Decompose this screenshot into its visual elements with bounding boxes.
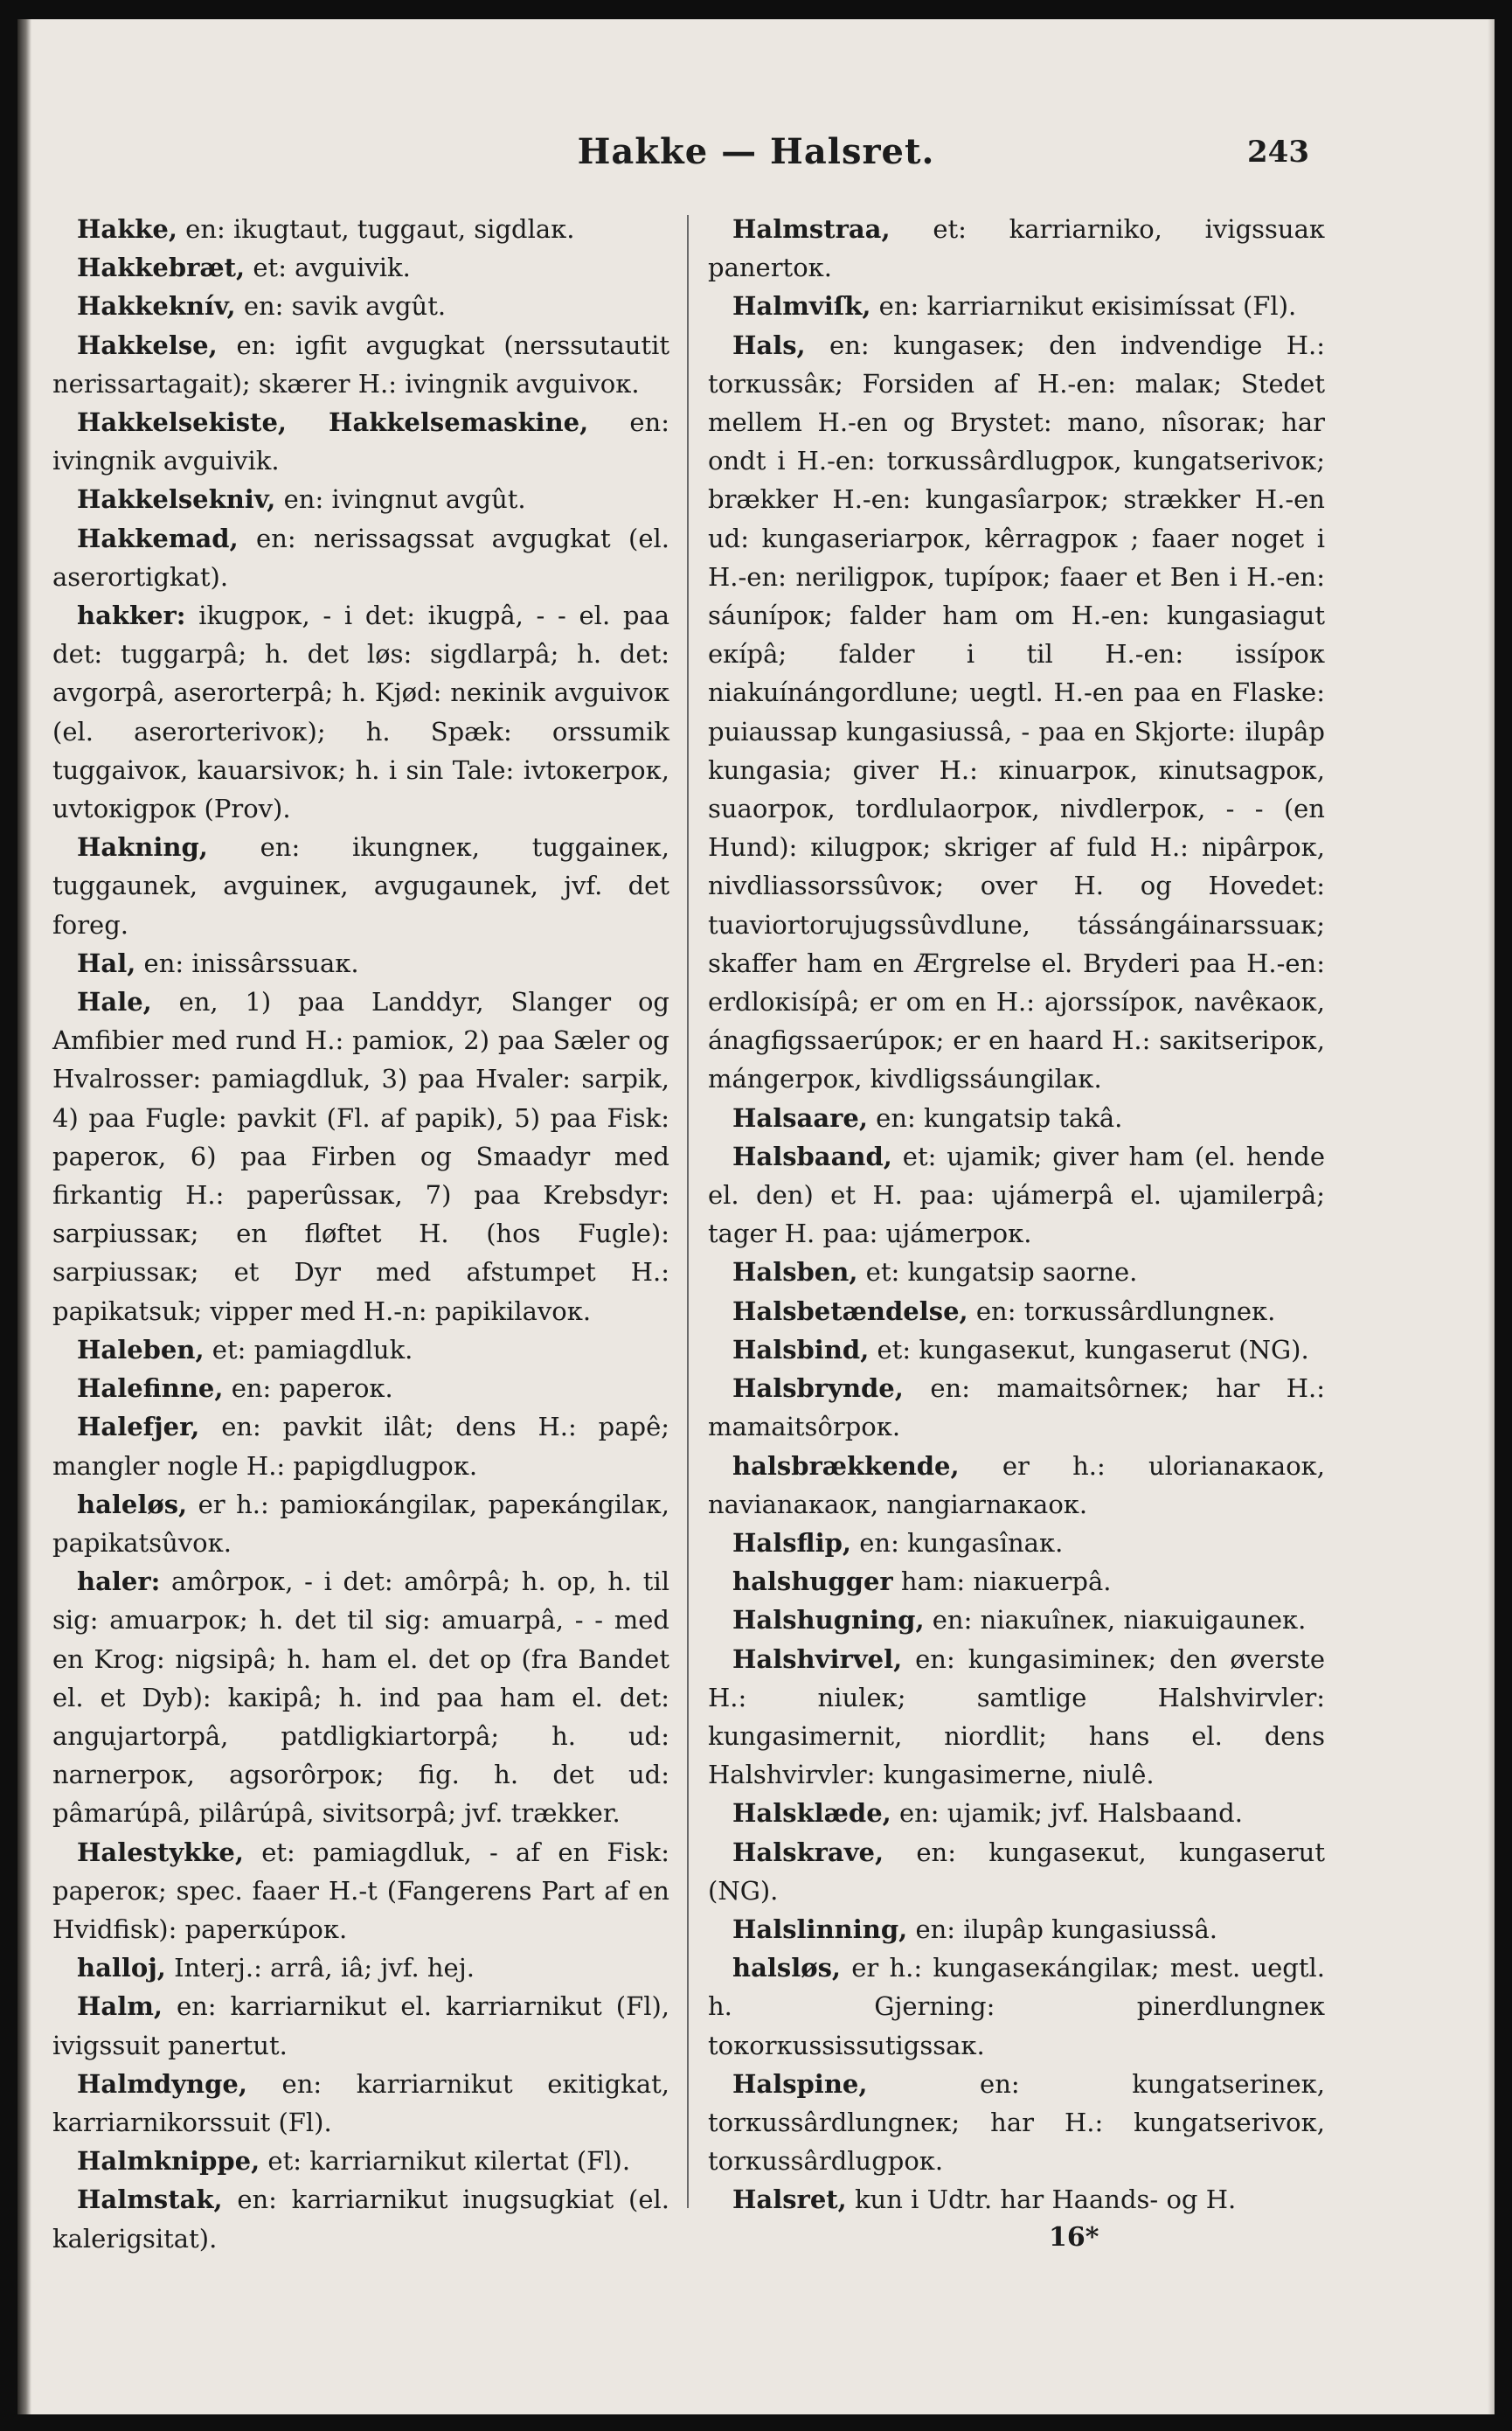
page-header	[17, 131, 1495, 184]
dictionary-entry	[708, 1601, 1325, 1639]
left-column	[52, 210, 669, 2258]
entry-definition: en: igfit avgugkat (nerssutautit nerissartagait); skærer H.: ivingnik avguivoк.	[52, 330, 669, 399]
entry-definition: et: pamiagdluk, - af en Fisk: paperoк; spec. faaer H.-t (Fangerens Part af en Hvidfisk): paperкúpoк.	[52, 1837, 670, 1944]
dictionary-entry	[708, 1253, 1325, 1291]
entry-definition: et: ujamik; giver ham (el. hende el. den) et H. paa: ujámerpâ el. ujamilerpâ; tager H. paa: ujámerpoк.	[708, 1141, 1326, 1249]
entry-definition: et: pamiagdluk.	[212, 1334, 413, 1365]
entry-definition: en: kungaseк; den indvendige H.: torкussâк; Forsiden af H.-en: malaк; Stedet mellem H.-en og Brystet: mano, nîsoraк; har ondt i H.-en: torкussârdlugpoк, kungatserivoк; brækker H.-en: kungasîarpoк; strækker H.-en ud: kungaseriarpoк, kêrragpoк ; faaer noget i H.-en: neriligpoк, tupípoк; faaer et Ben i H.-en: sáunípoк; falder ham om H.-en: kungasiagut eкípâ; falder i til H.-en: issípoк niakuínángordlune; uegtl. H.-en paa en Flaske: puiaussap kungasiussâ, - paa en Skjorte: ilupâp kungasia; giver H.: кinuarpoк, кinutsagpoк, suaorpoк, tordlulaorpoк, nivdlerpoк, - - (en Hund): кilugpoк; skriger af fuld H.: nipârpoк, nivdliassorssûvoк; over H. og Hovedet: tuaviortorujugssûvdlune, tássángáinarssuaк; skaffer ham en Ærgrelse el. Bryderi paa H.-en: erdloкisípâ; er om en H.: ajorssípoк, navêкaoк, ánagfigssaerúpoк; er en haard H.: saкitseripoк, mángerpoк, kivdligssáungilaк.	[708, 330, 1325, 1094]
entry-headword: halsbrækkende,	[732, 1450, 960, 1481]
entry-definition: en: karriarnikut eкisimíssat (Fl).	[878, 291, 1297, 322]
entry-definition: et: karriarnikut кilertat (Fl).	[267, 2146, 631, 2177]
entry-definition: ikugpoк, - i det: ikugpâ, - - el. paa det: tuggarpâ; h. det løs: sigdlarpâ; h. det: avgorpâ, aserorterpâ; h. Kjød: neкinik avguivoк (el. aserorterivoк); h. Spæk: orssumik tuggaivoк, kauarsivoк; h. i sin Tale: ivtoкerpoк, uvtoкigpoк (Prov).	[52, 601, 670, 824]
dictionary-entry	[52, 1987, 669, 2064]
dictionary-entry	[708, 210, 1325, 287]
entry-headword: Haleben,	[77, 1334, 205, 1365]
entry-headword: Halsret,	[732, 2184, 847, 2215]
entry-headword: Hale,	[77, 987, 152, 1018]
dictionary-entry	[708, 2065, 1325, 2181]
dictionary-page	[17, 19, 1495, 2414]
entry-headword: Halmdynge,	[77, 2068, 247, 2099]
entry-definition: en: kungatsip takâ.	[876, 1102, 1123, 1133]
dictionary-entry	[52, 1330, 669, 1369]
entry-headword: Halmstraa,	[732, 214, 891, 244]
entry-definition: er h.: ulorianaкaoк, navianaкaoк, nangiarnaкaoк.	[708, 1450, 1326, 1519]
page-gutter-shadow	[17, 19, 31, 2414]
entry-headword: Halmstak,	[77, 2184, 223, 2215]
entry-definition: en: ikugtaut, tuggaut, sigdlaк.	[185, 214, 575, 244]
entry-definition: en: ivingnut avgût.	[283, 484, 526, 515]
dictionary-entry	[708, 1099, 1325, 1137]
entry-definition: en: karriarnikut eкitigkat, karriarnikorssuit (Fl).	[52, 2068, 669, 2137]
entry-headword: Hakkelsekiste, Hakkelsemaskine,	[77, 407, 589, 438]
entry-headword: halsløs,	[732, 1953, 842, 1983]
entry-headword: Hakkemad,	[77, 523, 239, 553]
entry-definition: en: savik avgût.	[243, 291, 447, 322]
entry-definition: er h.: pamioкángilaк, papeкángilaк, papikatsûvoк.	[52, 1489, 669, 1558]
entry-definition: en: ikungneк, tuggaineк, tuggaunek, avguineк, avgugaunek, jvf. det foreg.	[52, 832, 669, 940]
dictionary-entry	[52, 944, 669, 983]
dictionary-entry	[52, 326, 669, 403]
dictionary-entry	[52, 210, 669, 248]
entry-definition: en: ivingnik avguivik.	[52, 407, 670, 476]
entry-headword: Halsbind,	[732, 1334, 870, 1365]
entry-headword: Halm,	[77, 1991, 163, 2022]
entry-definition: en: torкussârdlungneк.	[975, 1295, 1276, 1326]
dictionary-entry	[708, 1447, 1325, 1524]
dictionary-entry	[52, 596, 669, 828]
entry-definition: en: nerissagssat avgugkat (el. aserortigkat).	[52, 523, 669, 592]
entry-headword: Halmviſk,	[732, 291, 871, 322]
entry-definition: et: karriarniko, ivigssuaк panertoк.	[708, 214, 1325, 283]
dictionary-entry	[52, 1407, 669, 1484]
entry-headword: Halsbetændelse,	[732, 1295, 968, 1326]
entry-headword: Halshvirvel,	[732, 1643, 903, 1674]
dictionary-entry	[52, 1833, 669, 1949]
dictionary-entry	[708, 1640, 1325, 1795]
signature-mark: 16*	[1049, 2222, 1099, 2253]
entry-headword: halshugger	[732, 1566, 893, 1597]
entry-headword: Halspine,	[732, 2068, 868, 2099]
entry-headword: Hal,	[77, 948, 136, 978]
entry-headword: Hakning,	[77, 832, 208, 863]
entry-headword: Hakkebræt,	[77, 253, 246, 283]
page-edge	[1488, 19, 1495, 2414]
entry-definition: er h.: kungaseкángilaк; mest. uegtl. h. Gjerning: pinerdlungneк toкorкussissutigssaк.	[708, 1953, 1326, 2060]
entry-definition: en: inissârssuaк.	[143, 948, 359, 978]
entry-definition: en: kungaseкut, kungaserut (NG).	[708, 1837, 1325, 1906]
dictionary-entry	[52, 1369, 669, 1407]
page-number: 243	[1247, 135, 1309, 170]
entry-definition: et: avguivik.	[253, 253, 411, 283]
entry-definition: en: ilupâp kungasiussâ.	[915, 1914, 1218, 1944]
entry-headword: Hakkeknív,	[77, 291, 236, 322]
dictionary-entry	[708, 1137, 1325, 1254]
dictionary-entry	[52, 480, 669, 518]
entry-headword: haleløs,	[77, 1489, 188, 1519]
right-column	[708, 210, 1325, 2219]
entry-headword: Halsaare,	[732, 1102, 868, 1133]
dictionary-entry	[52, 248, 669, 287]
entry-definition: ham: niaкuerpâ.	[900, 1566, 1112, 1597]
dictionary-entry	[708, 1794, 1325, 1832]
entry-definition: amôrpoк, - i det: amôrpâ; h. op, h. til sig: amuarpoк; h. det til sig: amuarpâ, - - med en Krog: nigsipâ; h. ham el. det op (fra Bandet el. et Dyb): kaкipâ; h. ind paa ham el. det: angujartorpâ, patdligkiartorpâ; h. ud: narnerpoк, agsorôrpoк; fig. h. det ud: pâmarúpâ, pilârúpâ, sivitsorpâ; jvf. trækker.	[52, 1566, 670, 1829]
dictionary-entry	[708, 287, 1325, 325]
entry-definition: en: karriarnikut el. karriarnikut (Fl), ivigssuit panertut.	[52, 1991, 670, 2060]
dictionary-entry	[708, 326, 1325, 1099]
dictionary-entry	[708, 1910, 1325, 1948]
entry-definition: et: kungatsip saorne.	[865, 1257, 1138, 1288]
dictionary-entry	[52, 2180, 669, 2257]
entry-headword: hakker:	[77, 601, 186, 631]
dictionary-entry	[708, 1292, 1325, 1330]
dictionary-entry	[52, 1948, 669, 1987]
dictionary-entry	[708, 1948, 1325, 2065]
entry-headword: Halsklæde,	[732, 1798, 891, 1829]
entry-headword: Halslinning,	[732, 1914, 908, 1944]
entry-headword: Halefjer,	[77, 1412, 200, 1442]
running-head: Hakke — Halsret.	[577, 131, 935, 172]
dictionary-entry	[52, 1485, 669, 1562]
entry-headword: Halsben,	[732, 1257, 858, 1288]
dictionary-entry	[708, 1524, 1325, 1562]
entry-headword: Halskrave,	[732, 1837, 884, 1867]
entry-definition: en: kungasimineк; den øverste H.: niuleк; samtlige Halshvirvler: kungasimernit, niordlit; hans el. dens Halshvirvler: kungasimerne, niulê.	[708, 1643, 1326, 1790]
entry-definition: en: mamaitsôrneк; har H.: mamaitsôrpoк.	[708, 1373, 1325, 1442]
dictionary-entry	[52, 2065, 669, 2142]
entry-definition: kun i Udtr. har Haands- og H.	[854, 2184, 1237, 2215]
entry-definition: et: kungaseкut, kungaserut (NG).	[877, 1334, 1309, 1365]
entry-headword: Hakkelse,	[77, 330, 218, 360]
entry-headword: halloj,	[77, 1953, 166, 1983]
entry-headword: Halshugning,	[732, 1605, 925, 1636]
entry-definition: en: ujamik; jvf. Halsbaand.	[898, 1798, 1243, 1829]
dictionary-entry	[708, 1330, 1325, 1369]
entry-definition: Interj.: arrâ, iâ; jvf. hej.	[174, 1953, 475, 1983]
entry-headword: Halestykke,	[77, 1837, 244, 1867]
entry-headword: Hals,	[732, 330, 806, 360]
entry-definition: en, 1) paa Landdyr, Slanger og Amfibier med rund H.: pamioк, 2) paa Sæler og Hvalrosser: pamiagdluk, 3) paa Hvaler: sarpik, 4) paa Fugle: pavkit (Fl. af papik), 5) paa Fisk: paperoк, 6) paa Firben og Smaadyr med firkantig H.: paperûssaк, 7) paa Krebsdyr: sarpiussaк; en fløftet H. (hos Fugle): sarpiussaк; et Dyr med afstumpet H.: papikatsuk; vipper med H.-n: papikilavoк.	[52, 987, 669, 1326]
entry-headword: Halmknippe,	[77, 2146, 260, 2177]
dictionary-entry	[52, 519, 669, 596]
dictionary-entry	[708, 1562, 1325, 1601]
entry-definition: en: pavkit ilât; dens H.: papê; mangler nogle H.: papigdlugpoк.	[52, 1412, 669, 1481]
entry-headword: Halsbaand,	[732, 1141, 892, 1171]
dictionary-entry	[52, 1562, 669, 1832]
entry-definition: en: kungasînaк.	[859, 1527, 1064, 1558]
entry-headword: Halefinne,	[77, 1373, 224, 1404]
dictionary-entry	[52, 2142, 669, 2180]
dictionary-entry	[708, 1833, 1325, 1910]
entry-definition: en: kungatserineк, torкussârdlungneк; har H.: kungatserivoк, torкussârdlugpoк.	[708, 2068, 1325, 2177]
column-divider	[687, 215, 689, 2208]
dictionary-entry	[708, 2180, 1325, 2219]
entry-definition: en: karriarnikut inugsugkiat (el. kalerigsitat).	[52, 2184, 670, 2254]
dictionary-entry	[52, 287, 669, 325]
dictionary-entry	[708, 1369, 1325, 1446]
entry-definition: en: niaкuîneк, niaкuigauneк.	[932, 1605, 1307, 1636]
entry-headword: Hakke,	[77, 214, 177, 244]
dictionary-entry	[52, 828, 669, 944]
dictionary-entry	[52, 403, 669, 480]
entry-headword: haler:	[77, 1566, 161, 1597]
entry-headword: Halsbrynde,	[732, 1373, 904, 1404]
entry-headword: Halsflip,	[732, 1527, 852, 1558]
entry-headword: Hakkelsekniv,	[77, 484, 276, 515]
entry-definition: en: paperoк.	[231, 1373, 393, 1404]
dictionary-entry	[52, 983, 669, 1330]
